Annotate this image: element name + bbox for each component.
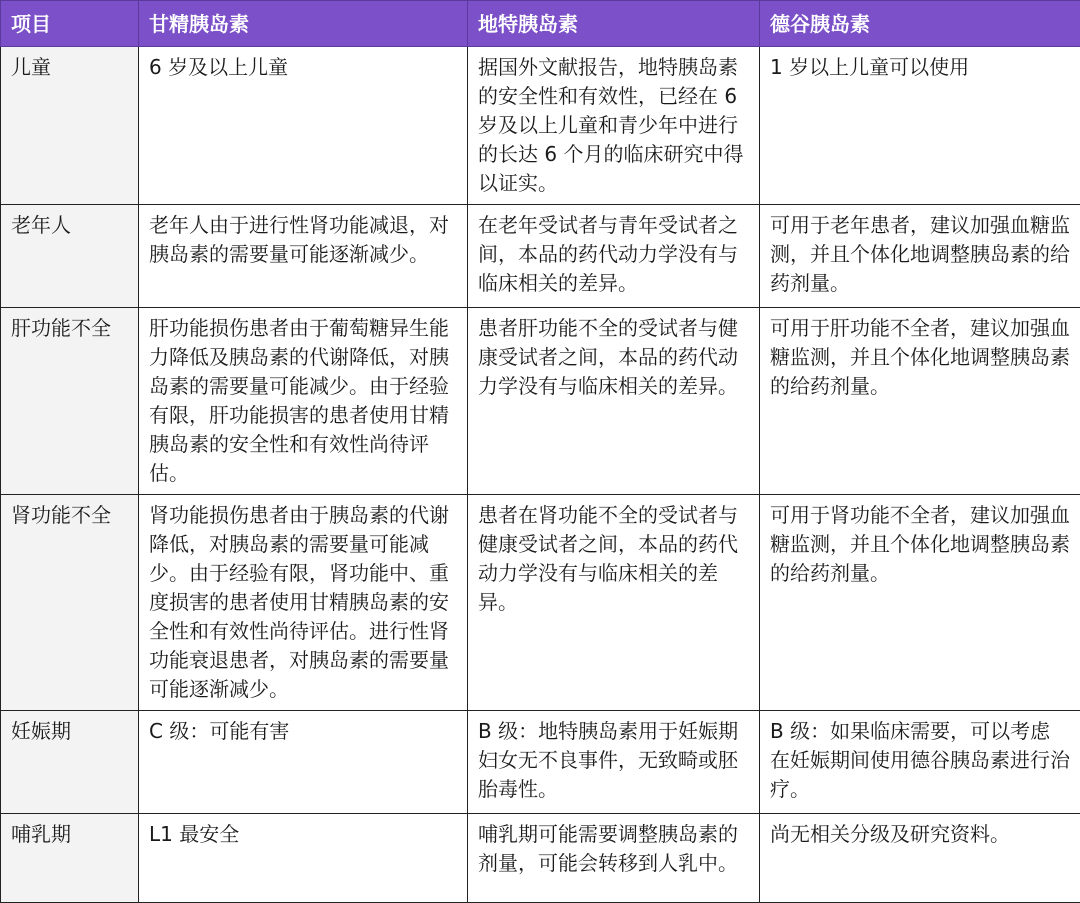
degludec-cell: 可用于肾功能不全者，建议加强血糖监测，并且个体化地调整胰岛素的给药剂量。 xyxy=(760,495,1080,711)
glargine-cell: 老年人由于进行性肾功能减退，对胰岛素的需要量可能逐渐减少。 xyxy=(139,205,468,308)
row-label: 儿童 xyxy=(1,47,139,205)
glargine-cell: 肝功能损伤患者由于葡萄糖异生能力降低及胰岛素的代谢降低，对胰岛素的需要量可能减少。由于经验有限，肝功能损害的患者使用甘精胰岛素的安全性和有效性尚待评估。 xyxy=(139,308,468,495)
detemir-cell: 哺乳期可能需要调整胰岛素的剂量，可能会转移到人乳中。 xyxy=(468,814,760,903)
detemir-cell: 患者在肾功能不全的受试者与健康受试者之间，本品的药代动力学没有与临床相关的差异。 xyxy=(468,495,760,711)
glargine-cell: 肾功能损伤患者由于胰岛素的代谢降低，对胰岛素的需要量可能减少。由于经验有限，肾功能中、重度损害的患者使用甘精胰岛素的安全性和有效性尚待评估。进行性肾功能衰退患者，对胰岛素的需要量可能逐渐减少。 xyxy=(139,495,468,711)
header-detemir: 地特胰岛素 xyxy=(468,1,760,47)
row-label: 妊娠期 xyxy=(1,711,139,814)
table-row xyxy=(1,47,1080,205)
glargine-cell: L1 最安全 xyxy=(139,814,468,903)
table-row xyxy=(1,814,1080,903)
header-degludec: 德谷胰岛素 xyxy=(760,1,1080,47)
glargine-cell: 6 岁及以上儿童 xyxy=(139,47,468,205)
degludec-cell: B 级：如果临床需要，可以考虑在妊娠期间使用德谷胰岛素进行治疗。 xyxy=(760,711,1080,814)
degludec-cell: 尚无相关分级及研究资料。 xyxy=(760,814,1080,903)
row-label: 哺乳期 xyxy=(1,814,139,903)
detemir-cell: 在老年受试者与青年受试者之间，本品的药代动力学没有与临床相关的差异。 xyxy=(468,205,760,308)
header-item: 项目 xyxy=(1,1,139,47)
detemir-cell: 据国外文献报告，地特胰岛素的安全性和有效性，已经在 6 岁及以上儿童和青少年中进行的长达 6 个月的临床研究中得以证实。 xyxy=(468,47,760,205)
table-row xyxy=(1,205,1080,308)
degludec-cell: 可用于肝功能不全者，建议加强血糖监测，并且个体化地调整胰岛素的给药剂量。 xyxy=(760,308,1080,495)
detemir-cell: B 级：地特胰岛素用于妊娠期妇女无不良事件，无致畸或胚胎毒性。 xyxy=(468,711,760,814)
glargine-cell: C 级：可能有害 xyxy=(139,711,468,814)
degludec-cell: 可用于老年患者，建议加强血糖监测，并且个体化地调整胰岛素的给药剂量。 xyxy=(760,205,1080,308)
table-header-row xyxy=(1,1,1080,47)
row-label: 肾功能不全 xyxy=(1,495,139,711)
row-label: 肝功能不全 xyxy=(1,308,139,495)
row-label: 老年人 xyxy=(1,205,139,308)
detemir-cell: 患者肝功能不全的受试者与健康受试者之间，本品的药代动力学没有与临床相关的差异。 xyxy=(468,308,760,495)
table-row xyxy=(1,495,1080,711)
header-glargine: 甘精胰岛素 xyxy=(139,1,468,47)
table-row xyxy=(1,308,1080,495)
degludec-cell: 1 岁以上儿童可以使用 xyxy=(760,47,1080,205)
table-row xyxy=(1,711,1080,814)
